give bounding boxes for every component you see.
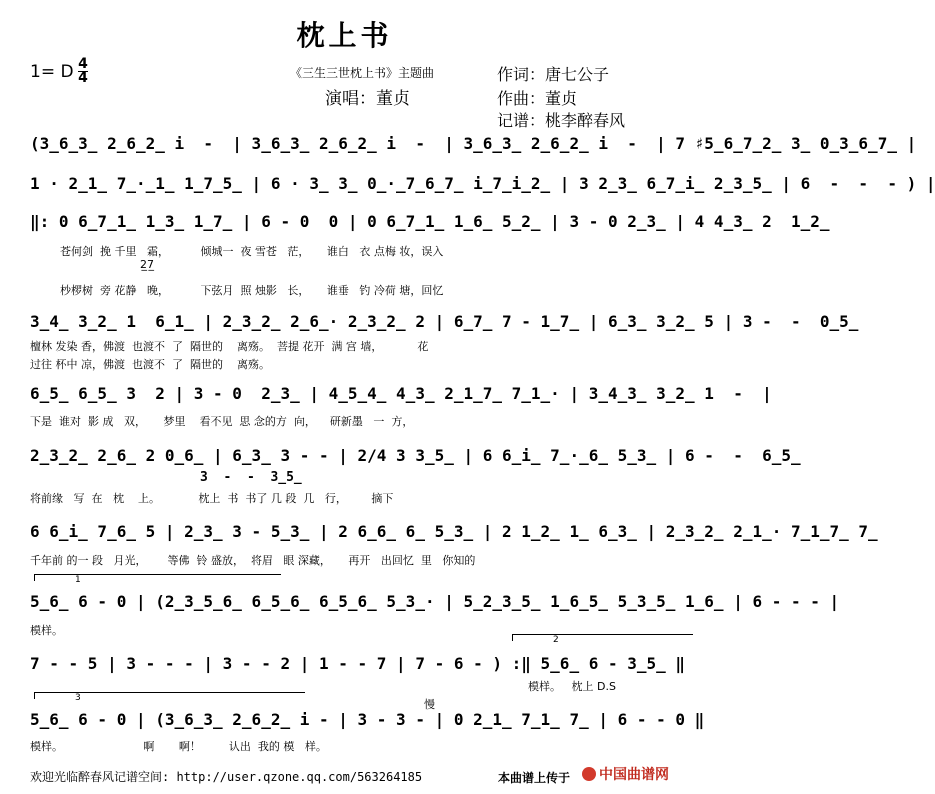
lyrics-row-6: 将前缘 写 在 枕 上。 枕上 书 书了 几 段 几 行， 摘下 <box>30 492 394 505</box>
lyrics-row-7: 千年前 的一 段 月光， 等佛 铃 盛放， 将眉 眼 深藏， 再开 出回忆 里 你知的 <box>30 554 476 567</box>
transcriber: 记谱：桃李醉春风 <box>497 111 626 130</box>
time-bottom: 4 <box>78 70 88 86</box>
tempo-mark: 慢 <box>424 698 435 711</box>
lyrics-row-5: 下是 谁对 影 成 双， 梦里 看不见 思 念的方 向， 研新墨 一 方， <box>30 415 414 428</box>
lyrics-row-8: 模样。 <box>30 624 63 637</box>
lyrics-row-4a: 檀林 发染 香，佛渡 也渡不 了 隔世的 离殇。 菩提 花开 满 宫 墙， 花 <box>30 340 429 353</box>
footer-link[interactable]: 欢迎光临醉春风记谱空间: http://user.qzone.qq.com/563264185 <box>30 770 423 784</box>
score-row-5: 6̲5̲ 6̲5̲ 3 2 | 3 - 0 2̲3̲ | 4̲5̲4̲ 4̲3̲ 2̲1̲7̲ 7̲1̲· | 3̲4̲3̲ 3̲2̲ 1 - | <box>30 384 772 403</box>
score-row-4: 3̲4̲ 3̲2̲ 1 6̲1̲ | 2̲3̲2̲ 2̲6̲· 2̲3̲2̲ 2 | 6̲7̲ 7 - 1̲7̲ | 6̲3̲ 3̲2̲ 5 | 3 - - 0̲5̲ <box>30 312 859 331</box>
upload-note: 本曲谱上传于 <box>498 771 571 785</box>
key-signature: 1= D <box>30 62 74 82</box>
composer: 作曲：董贞 <box>497 89 578 108</box>
score-row-6: 2̲3̲2̲ 2̲6̲ 2 0̲6̲ | 6̲3̲ 3 - - | 2/4 3 3̲5̲ | 6 6̲i̲ 7̲·̲6̲ 5̲3̲ | 6 - - 6̲5̲ <box>30 446 801 465</box>
volta-3: 3 <box>34 692 305 699</box>
score-row-10: 5̲6̲ 6 - 0 | (3̲6̲3̲ 2̲6̲2̲ i - | 3 - 3 - | 0 2̲1̲ 7̲1̲ 7̲ | 6 - - 0 ‖ <box>30 710 705 729</box>
score-row-1: (3̲6̲3̲ 2̲6̲2̲ i - | 3̲6̲3̲ 2̲6̲2̲ i - | 3̲6̲3̲ 2̲6̲2̲ i - | 7 ♯5̲6̲7̲2̲ 3̲ 0̲3̲6̲7̲ | <box>30 134 917 153</box>
score-row-7: 6 6̲i̲ 7̲6̲ 5 | 2̲3̲ 3 - 5̲3̲ | 2 6̲6̲ 6̲ 5̲3̲ | 2 1̲2̲ 1̲ 6̲3̲ | 2̲3̲2̲ 2̲1̲· 7̲1̲7̲ 7̲ <box>30 522 878 541</box>
score-row-2: 1 · 2̲1̲ 7̲·̲1̲ 1̲7̲5̲ | 6 · 3̲ 3̲ 0̲·̲7̲6̲7̲ i̲7̲i̲2̲ | 3 2̲3̲ 6̲7̲i̲ 2̲3̲5̲ | 6 - - - ) | <box>30 174 935 193</box>
page-title: 枕上书 <box>296 19 393 52</box>
theme-subtitle: 《三生三世枕上书》主题曲 <box>290 66 435 80</box>
score-row-3: ‖: 0 6̲7̲1̲ 1̲3̲ 1̲7̲ | 6 - 0 0 | 0 6̲7̲1̲ 1̲6̲ 5̲2̲ | 3 - 0 2̲3̲ | 4 4̲3̲ 2 1̲2̲ <box>30 212 830 231</box>
time-signature <box>78 58 88 85</box>
site-logo <box>582 764 669 784</box>
lyrics-row-9: 模样。 枕上 D.S <box>528 680 616 693</box>
lyricist: 作词：唐七公子 <box>497 65 610 84</box>
lyrics-row-4b: 过往 杯中 凉，佛渡 也渡不 了 隔世的 离殇。 <box>30 358 270 371</box>
lyrics-row-3a: 苍何剑 挽 千里 霜， 倾城一 夜 雪苍 茫， 谁白 衣 点梅 妆，误入 <box>60 245 444 258</box>
score-row-6-alt: 3 - - 3̲5̲ <box>200 470 302 485</box>
lyrics-row-3b: 杪椤树 旁 花静 晚， 下弦月 照 烛影 长， 谁垂 钓 冷荷 塘，回忆 <box>60 284 444 297</box>
singer: 演唱：董贞 <box>325 89 410 109</box>
site-name: 中国曲谱网 <box>599 767 669 783</box>
globe-icon <box>582 767 596 781</box>
volta-2: 2 <box>512 634 693 641</box>
lyrics-row-10: 模样。 啊 啊！ 认出 我的 模 样。 <box>30 740 327 753</box>
score-row-9: 7 - - 5 | 3 - - - | 3 - - 2 | 1 - - 7 | 7 - 6 - ) :‖ 5̲6̲ 6 - 3̲5̲ ‖ <box>30 654 686 673</box>
volta-1: 1 <box>34 574 281 581</box>
grace-note: 2̲7̲ <box>140 258 154 271</box>
score-row-8: 5̲6̲ 6 - 0 | (2̲3̲5̲6̲ 6̲5̲6̲ 6̲5̲6̲ 5̲3̲· | 5̲2̲3̲5̲ 1̲6̲5̲ 5̲3̲5̲ 1̲6̲ | 6 - - - | <box>30 592 840 611</box>
time-top: 4 <box>78 56 88 72</box>
